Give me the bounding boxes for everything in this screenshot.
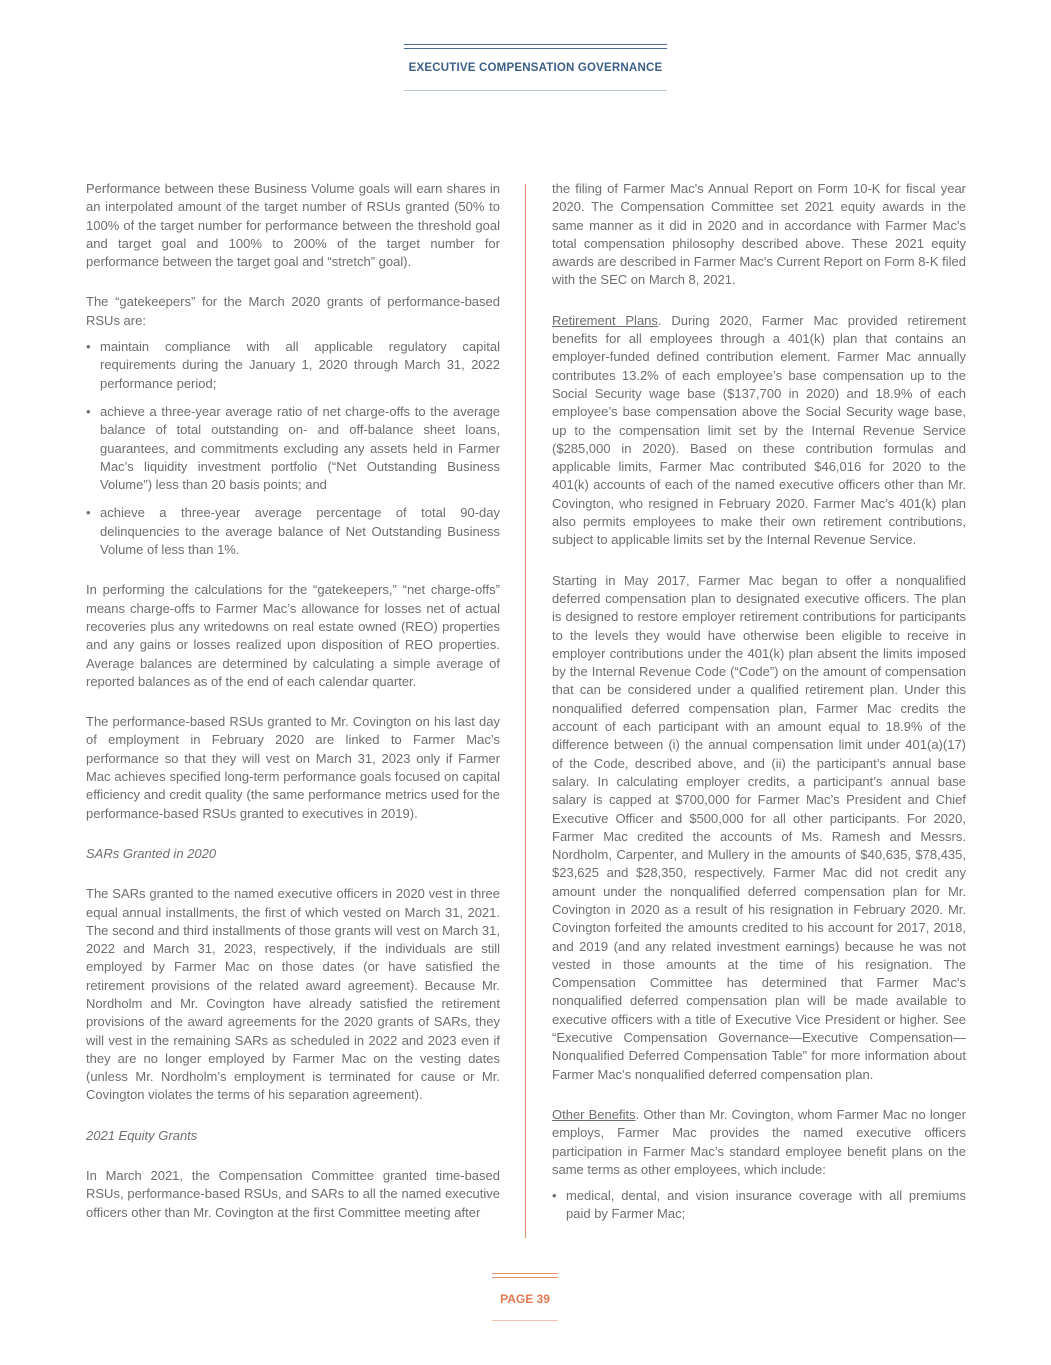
paragraph: In performing the calculations for the “gatekeepers,” “net charge-offs” means charge-offs to Farmer Mac’s allowance for losses net of actual recoveries plus any writedowns on real estate owned (REO) properties and any gains or losses realized upon disposition of REO properties. Average balances are determined by calculating a simple average of reported balances as of the end of each calendar quarter. <box>86 582 500 689</box>
column-divider <box>525 184 526 1238</box>
section-title: EXECUTIVE COMPENSATION GOVERNANCE <box>408 62 663 74</box>
paragraph: The “gatekeepers” for the March 2020 grants of performance-based RSUs are: <box>86 294 500 328</box>
left-column <box>86 180 500 1244</box>
paragraph-other-benefits <box>552 1106 966 1179</box>
footer-rule <box>492 1273 558 1274</box>
list-item: • maintain compliance with all applicable regulatory capital requirements during the January 1, 2020 through March 31, 2022 performance period; <box>86 338 500 393</box>
paragraph: Performance between these Business Volume goals will earn shares in an interpolated amount of the target number of RSUs granted (50% to 100% of the target number for performance between the threshold goal and target goal and 100% to 200% of the target number for performance between the target goal and “stretch” goal). <box>86 181 500 270</box>
paragraph: The SARs granted to the named executive officers in 2020 vest in three equal annual installments, the first of which vested on March 31, 2021. The second and third installments of those grants will vest on March 31, 2022 and March 31, 2023, respectively, if the individuals are still employed by Farmer Mac on those dates (or have satisfied the retirement provisions of the related award agreement). Because Mr. Nordholm and Mr. Covington have already satisfied the retirement provisions of the award agreements for the 2020 grants of SARs, they will vest in the remaining SARs as scheduled in 2022 and 2023 even if they are no longer employed by Farmer Mac on the vesting dates (unless Mr. Nordholm’s employment is terminated for cause or Mr. Covington violates the terms of his separation agreement). <box>86 886 500 1103</box>
paragraph: Starting in May 2017, Farmer Mac began to offer a nonqualified deferred compensation plan to designated executive officers. The plan is designed to restore employer retirement contributions for participants to the levels they would have otherwise been eligible to receive in employer contributions under the 401(k) plan absent the limits imposed by the Internal Revenue Code (“Code”) on the amount of compensation that can be considered under a qualified retirement plan. Under this nonqualified deferred compensation plan, Farmer Mac credits the account of each participant with an amount equal to 18.9% of the difference between (i) the annual compensation limit under 401(a)(17) of the Code, described above, and (ii) the participant’s annual base salary. In calculating employer credits, a participant’s annual base salary is capped at $700,000 for Farmer Mac’s President and Chief Executive Officer and $500,000 for all other participants. For 2020, Farmer Mac credited the accounts of Ms. Ramesh and Messrs. Nordholm, Carpenter, and Mullery in the amounts of $40,635, $78,435, $23,625 and $28,350, respectively. Farmer Mac did not credit any amount under the nonqualified deferred compensation plan for Mr. Covington in 2020 as a result of his resignation in February 2020. Mr. Covington forfeited the amounts credited to his account for 2017, 2018, and 2019 (and any related investment earnings) because he was not vested in those amounts at the time of his resignation. The Compensation Committee has determined that Farmer Mac's nonqualified deferred compensation plan will be made available to executive officers with a title of Executive Vice President or higher. See “Executive Compensation Governance—Executive Compensation—Nonqualified Deferred Compensation Table” for more information about Farmer Mac’s nonqualified deferred compensation plan. <box>552 572 966 1082</box>
paragraph: the filing of Farmer Mac's Annual Report on Form 10-K for fiscal year 2020. The Compensation Committee set 2021 equity awards in the same manner as it did in 2020 and in accordance with Farmer Mac's total compensation philosophy described above. These 2021 equity awards are described in Farmer Mac's Current Report on Form 8-K filed with the SEC on March 8, 2021. <box>552 181 966 288</box>
heading-other-benefits: Other Benefits <box>552 1106 636 1122</box>
paragraph-text: . During 2020, Farmer Mac provided retirement benefits for all employees through a 401(k) plan that contains an employer-funded defined contribution element. Farmer Mac annually contributes 13.2% of each employee’s base compensation up to the Social Security wage base ($137,700 in 2020) and 18.9% of each employee’s base compensation above the Social Security wage base, up to the compensation limit set by the Internal Revenue Service ($285,000 in 2020). Based on these contribution formulas and applicable limits, Farmer Mac contributed $46,016 for 2020 to the 401(k) accounts of each of the named executive officers other than Mr. Covington, who resigned in February 2020. Farmer Mac’s 401(k) plan also permits employees to make their own retirement contributions, subject to applicable limits set by the Internal Revenue Service. <box>552 312 966 548</box>
list-item: • achieve a three-year average ratio of net charge-offs to the average balance of total outstanding on- and off-balance sheet loans, guarantees, and commitments excluding any assets held in Farmer Mac’s liquidity investment portfolio (“Net Outstanding Business Volume”) less than 20 basis points; and <box>86 403 500 494</box>
list-item: • medical, dental, and vision insurance coverage with all premiums paid by Farmer Mac; <box>552 1187 966 1224</box>
right-column <box>552 180 966 1246</box>
footer-rule <box>492 1320 558 1321</box>
header-rule <box>404 48 667 49</box>
header-rule <box>404 90 667 91</box>
benefits-list <box>552 1187 966 1224</box>
subheading-sars: SARs Granted in 2020 <box>86 845 217 861</box>
paragraph: The performance-based RSUs granted to Mr. Covington on his last day of employment in February 2020 are linked to Farmer Mac’s performance so that they will vest on March 31, 2023 only if Farmer Mac achieves specified long-term performance goals focused on capital efficiency and credit quality (the same performance metrics used for the performance-based RSUs granted to executives in 2019). <box>86 714 500 821</box>
page-header <box>404 44 667 92</box>
page-number: PAGE 39 <box>500 1292 550 1306</box>
heading-retirement-plans: Retirement Plans <box>552 312 658 328</box>
header-rule <box>404 44 667 45</box>
paragraph: In March 2021, the Compensation Committee granted time-based RSUs, performance-based RSUs, and SARs to all the named executive officers other than Mr. Covington at the first Committee meeting after <box>86 1168 500 1220</box>
paragraph-retirement <box>552 312 966 550</box>
list-item: • achieve a three-year average percentage of total 90-day delinquencies to the average balance of Net Outstanding Business Volume of less than 1%. <box>86 504 500 559</box>
gatekeeper-list <box>86 338 500 559</box>
paragraph-text: . Other than Mr. Covington, whom Farmer Mac no longer employs, Farmer Mac provides the named executive officers participation in Farmer Mac’s standard employee benefit plans on the same terms as other employees, which include: <box>552 1106 966 1177</box>
subheading-equity-grants: 2021 Equity Grants <box>86 1127 198 1143</box>
footer-rule <box>492 1277 558 1278</box>
page-footer <box>492 1273 558 1323</box>
